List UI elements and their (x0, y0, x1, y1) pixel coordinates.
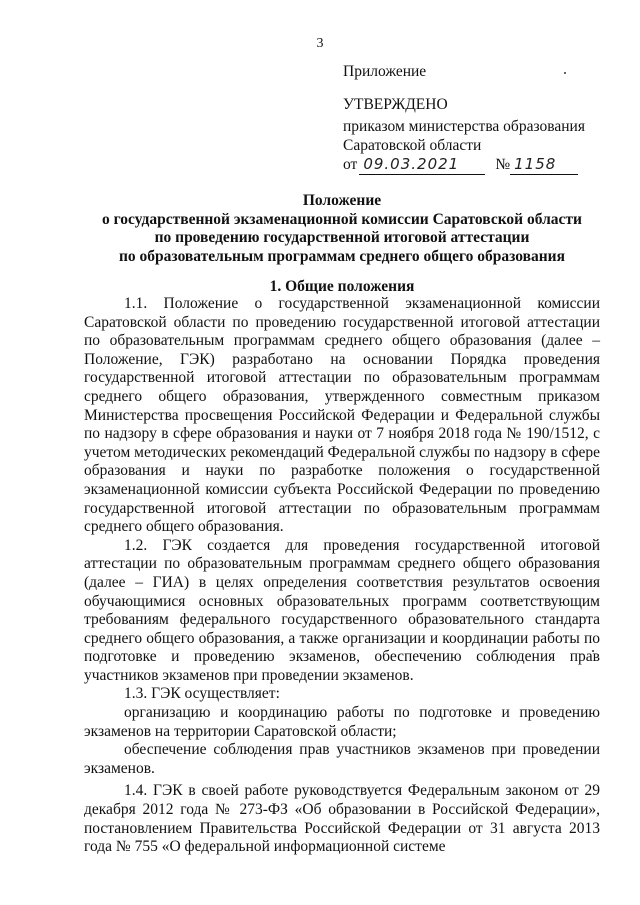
paragraph-1-3-item-1: организацию и координацию работы по подготовке и проведению экзаменов на территории Саратовской области; (84, 704, 600, 740)
approval-date-line (343, 155, 623, 175)
document-title (84, 192, 600, 266)
paragraph-1-1: 1.1. Положение о государственной экзаменационной комиссии Саратовской области по проведению государственной итоговой аттестации по образовательным программам среднего общего образования (далее – Положение, ГЭК) разработано на основании Порядка проведения государственной итоговой аттестации по образовательным программам среднего общего образования, утвержденного совместным приказом Министерства просвещения Российской Федерации и Федеральной службы по надзору в сфере образования и науки от 7 ноября 2018 года № 190/1512, с учетом методических рекомендаций Федеральной службы по надзору в сфере образования и науки по разработке положения о государственной экзаменационной комиссии субъекта Российской Федерации по проведению государственной итоговой аттестации по образовательным программам среднего общего образования. (84, 295, 600, 536)
title-line-2: о государственной экзаменационной комиссии Саратовской области (102, 210, 582, 228)
appendix-label: Приложение (343, 63, 427, 80)
paragraph-1-2: 1.2. ГЭК создается для проведения государственной итоговой аттестации по образовательным программам среднего общего образования (далее – ГИА) в целях определения соответствия результатов освоения обучающимися основных образовательных программ соответствующим требованиям федерального государственного образовательного стандарта среднего общего образования, а также организации и координации работы по подготовке и проведению экзаменов, обеспечению соблюдения прав участников экзаменов при проведении экзаменов. (84, 536, 600, 684)
approval-line-2: Саратовской области (343, 137, 482, 154)
handwritten-number: 1158 (510, 155, 578, 175)
page-number: 3 (316, 36, 324, 51)
approved-label: УТВЕРЖДЕНО (343, 96, 448, 113)
approval-block (343, 62, 623, 175)
title-line-1: Положение (302, 192, 382, 209)
document-body (84, 295, 600, 857)
section-heading: 1. Общие положения (269, 278, 415, 295)
from-label: от (343, 156, 358, 173)
paragraph-1-3: 1.3. ГЭК осуществляет: (124, 685, 280, 703)
title-line-3: по проведению государственной итоговой аттестации (154, 229, 530, 246)
paragraph-1-3-item-2: обеспечение соблюдения прав участников экзаменов при проведении экзаменов. (84, 741, 600, 777)
paragraph-1-4: 1.4. ГЭК в своей работе руководствуется Федеральным законом от 29 декабря 2012 года № 273-ФЗ «Об образовании в Российской Федерации», постановлением Правительства Российской Федерации от 31 августа 2013 года № 755 «О федеральной информационной системе (84, 782, 600, 856)
handwritten-date: 09.03.2021 (359, 155, 485, 175)
approval-line-1: приказом министерства образования (343, 118, 585, 135)
number-label: № (495, 156, 511, 173)
title-line-4: по образовательным программам среднего общего образования (119, 247, 565, 265)
